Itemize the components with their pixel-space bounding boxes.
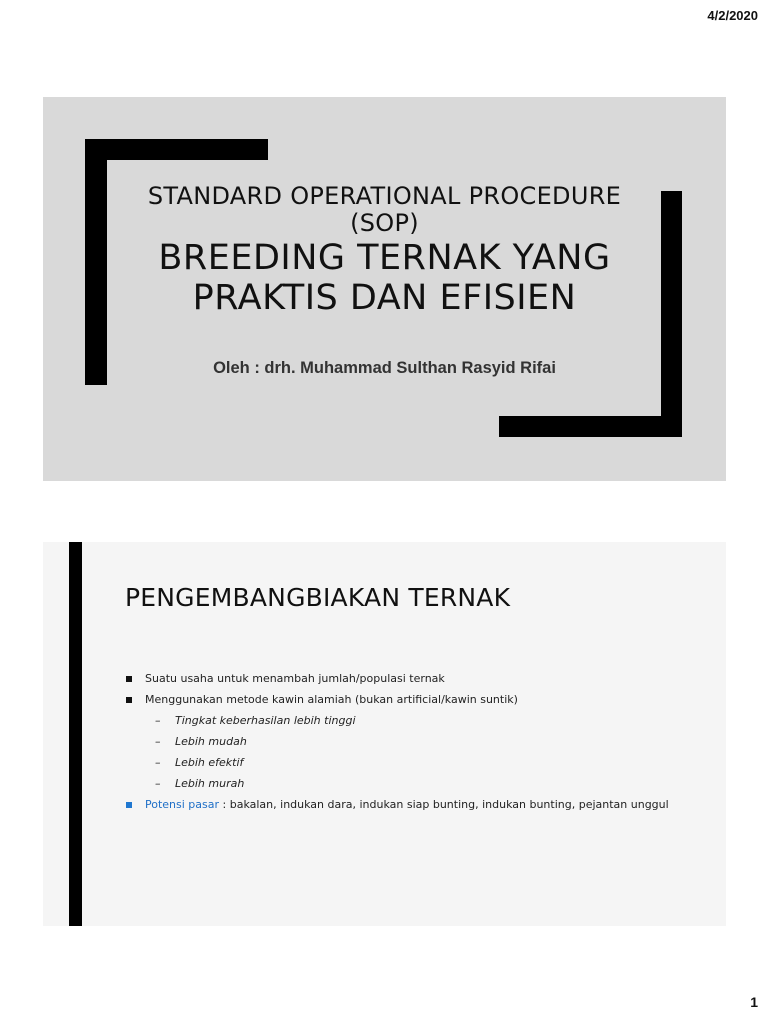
potensi-label: Potensi pasar	[145, 798, 220, 811]
bullet-item	[125, 672, 685, 686]
bullet-square-icon	[126, 697, 132, 703]
sub-bullet-text: Lebih murah	[175, 777, 245, 790]
dash-icon: –	[155, 777, 161, 790]
sub-bullet-text: Lebih efektif	[175, 756, 244, 769]
slide-content	[43, 542, 726, 926]
bullet-square-icon	[126, 676, 132, 682]
bracket-bottom-right-horizontal	[499, 416, 682, 437]
slide2-title: PENGEMBANGBIAKAN TERNAK	[125, 583, 511, 612]
dash-icon: –	[155, 756, 161, 769]
sub-bullet-text: Lebih mudah	[175, 735, 247, 748]
bullet-text: Menggunakan metode kawin alamiah (bukan artificial/kawin suntik)	[145, 693, 518, 706]
potensi-text: : bakalan, indukan dara, indukan siap bunting, indukan bunting, pejantan unggul	[219, 798, 669, 811]
main-title-line-2: PRAKTIS DAN EFISIEN	[192, 278, 577, 318]
sub-bullet-item	[125, 714, 685, 728]
sub-bullet-text: Tingkat keberhasilan lebih tinggi	[175, 714, 356, 727]
slide1-title-block	[103, 183, 666, 318]
sub-bullet-item	[125, 756, 685, 770]
dash-icon: –	[155, 735, 161, 748]
bullet-text: Suatu usaha untuk menambah jumlah/populasi ternak	[145, 672, 445, 685]
slide-title	[43, 97, 726, 481]
bullet-list	[125, 672, 685, 819]
bullet-item	[125, 693, 685, 707]
bullet-item-potensi	[125, 798, 685, 812]
main-title-line-1: BREEDING TERNAK YANG	[158, 238, 611, 278]
author: Oleh : drh. Muhammad Sulthan Rasyid Rifai	[213, 359, 556, 377]
page-date: 4/2/2020	[707, 8, 758, 23]
bracket-top-left-horizontal	[85, 139, 268, 160]
title-line-2: (SOP)	[350, 209, 419, 237]
bullet-square-icon	[126, 802, 132, 808]
sub-bullet-item	[125, 735, 685, 749]
sub-bullet-item	[125, 777, 685, 791]
page-number: 1	[750, 994, 758, 1010]
dash-icon: –	[155, 714, 161, 727]
accent-bar	[69, 542, 82, 926]
title-line-1: STANDARD OPERATIONAL PROCEDURE	[147, 182, 622, 210]
